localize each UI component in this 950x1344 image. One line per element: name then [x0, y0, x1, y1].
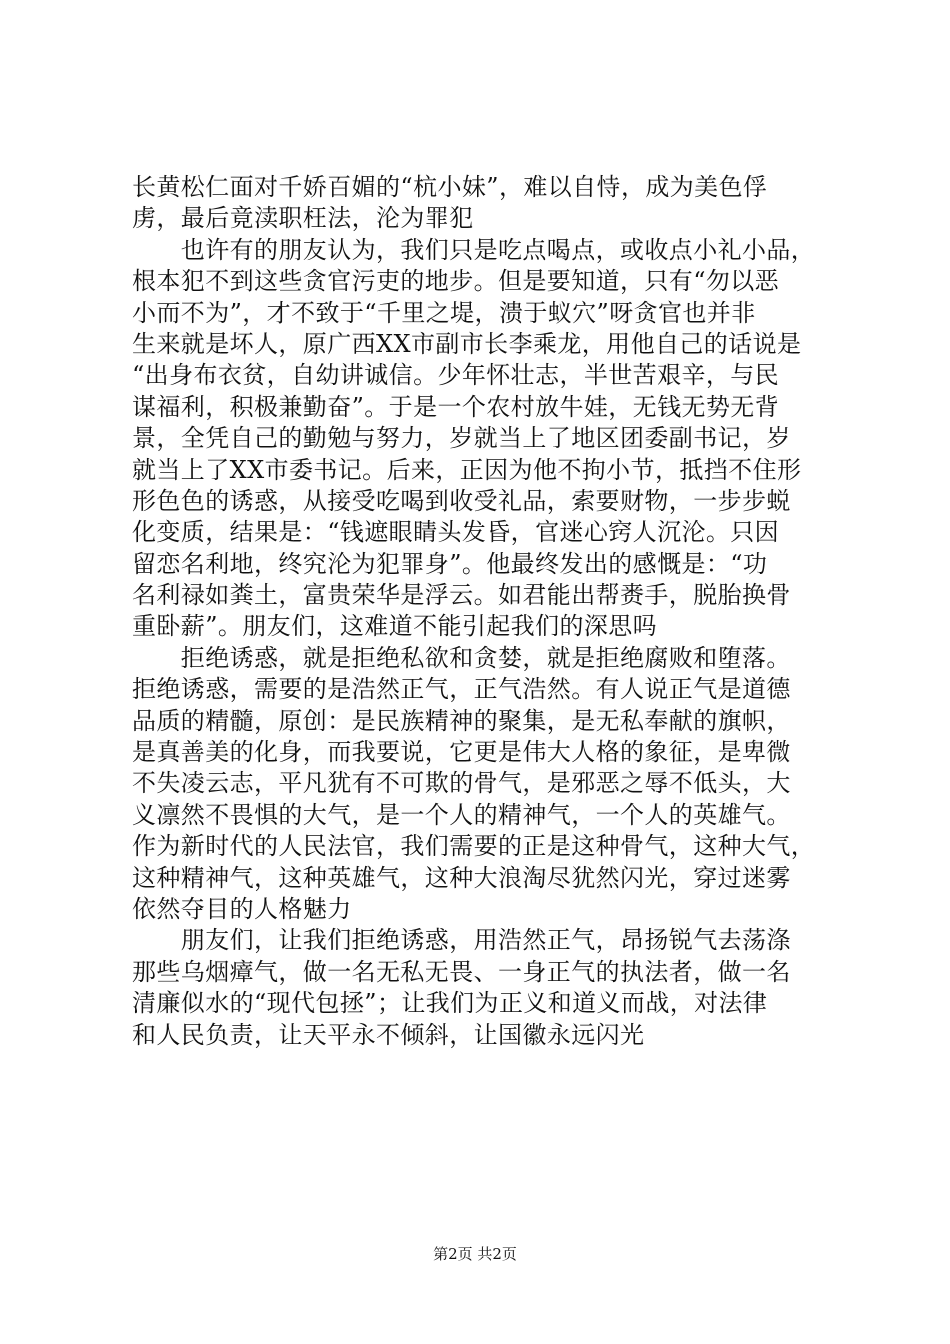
text-line: 小而不为”，才不致于“千里之堤，溃于蚁穴”呀贪官也并非: [132, 298, 756, 327]
text-line: 是真善美的化身，而我要说，它更是伟大人格的象征，是卑微: [132, 738, 791, 767]
text-line: 也许有的朋友认为，我们只是吃点喝点，或收点小礼小品，: [132, 235, 816, 264]
text-line: 根本犯不到这些贪官污吏的地步。但是要知道，只有“勿以恶: [132, 267, 780, 296]
body-text: [132, 172, 832, 1051]
text-line: 生来就是坏人，原广西XX市副市长李乘龙，用他自己的话说是: [132, 329, 802, 358]
text-line: 这种精神气，这种英雄气，这种大浪淘尽犹然闪光，穿过迷雾: [132, 863, 791, 892]
text-line: 朋友们，让我们拒绝诱惑，用浩然正气，昂扬锐气去荡涤: [132, 926, 791, 955]
text-line: 形色色的诱惑，从接受吃喝到收受礼品，索要财物，一步步蜕: [132, 486, 791, 515]
text-line: 长黄松仁面对千娇百媚的“杭小妹”，难以自恃，成为美色俘: [132, 173, 768, 201]
text-line: 虏，最后竟渎职枉法，沦为罪犯: [132, 204, 474, 233]
text-line: 拒绝诱惑，就是拒绝私欲和贪婪，就是拒绝腐败和堕落。: [132, 643, 791, 672]
text-line: 名利禄如粪土，富贵荣华是浮云。如君能出帮赉手，脱胎换骨: [132, 581, 791, 610]
text-line: 就当上了XX市委书记。后来，正因为他不拘小节，抵挡不住形: [132, 455, 802, 484]
text-line: 品质的精髓，原创：是民族精神的聚集，是无私奉献的旗帜，: [132, 706, 791, 735]
text-line: 化变质，结果是：“钱遮眼睛头发昏，官迷心窍人沉沦。只因: [132, 518, 780, 547]
text-line: 依然夺目的人格魅力: [132, 894, 352, 923]
text-line: 拒绝诱惑，需要的是浩然正气，正气浩然。有人说正气是道德: [132, 675, 791, 704]
text-line: 那些乌烟瘴气，做一名无私无畏、一身正气的执法者，做一名: [132, 957, 791, 986]
text-line: 义凛然不畏惧的大气，是一个人的精神气，一个人的英雄气。: [132, 800, 791, 829]
text-line: 不失凌云志，平凡犹有不可欺的骨气，是邪恶之辱不低头，大: [132, 769, 791, 798]
text-line: “出身布衣贫，自幼讲诚信。少年怀壮志，半世苦艰辛，与民: [132, 361, 780, 390]
text-line: 重卧薪”。朋友们，这难道不能引起我们的深思吗: [132, 612, 658, 641]
page-number-footer: 第2页 共2页: [433, 1245, 517, 1263]
text-line: 作为新时代的人民法官，我们需要的正是这种骨气，这种大气，: [132, 832, 816, 861]
text-line: 和人民负责，让天平永不倾斜，让国徽永远闪光: [132, 1020, 645, 1049]
text-line: 清廉似水的“现代包拯”；让我们为正义和道义而战，对法律: [132, 989, 768, 1018]
text-line: 留恋名利地，终究沦为犯罪身”。他最终发出的感慨是：“功: [132, 549, 768, 578]
text-line: 景，全凭自己的勤勉与努力，岁就当上了地区团委副书记，岁: [132, 424, 791, 453]
text-line: 谋福利，积极兼勤奋”。于是一个农村放牛娃，无钱无势无背: [132, 392, 780, 421]
